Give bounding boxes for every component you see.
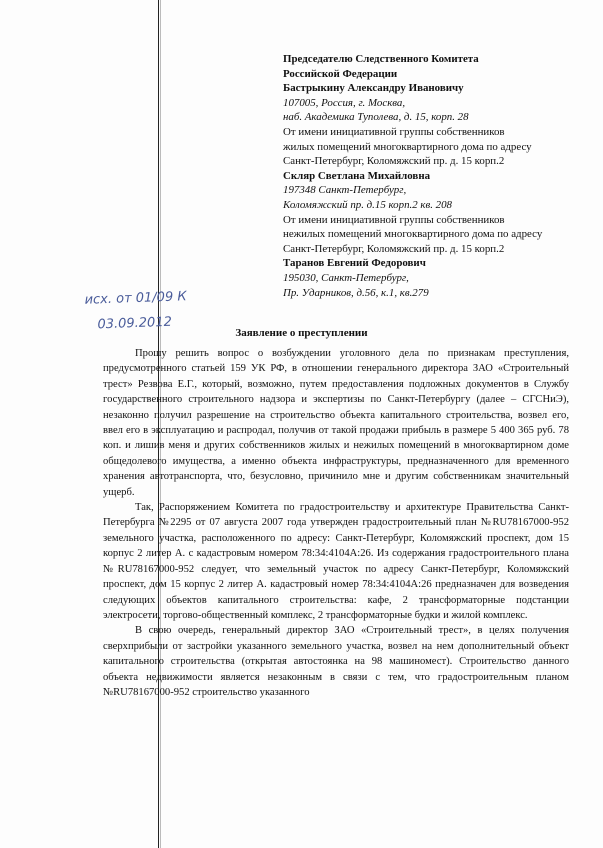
sender2-line: нежилых помещений многоквартирного дома по адресу <box>283 228 543 241</box>
sender1-name: Скляр Светлана Михайловна <box>283 169 431 182</box>
sender1-line: Санкт-Петербург, Коломяжский пр. д. 15 корп.2 <box>283 155 505 168</box>
body-paragraph: Так, Распоряжением Комитета по градостроительству и архитектуре Правительства Санкт-Петербурга №2295 от 07 августа 2007 года утвержден градостроительный план №RU78167000-952 земельного участка, расположенного по адресу: Санкт-Петербург, Коломяжский проспект, дом 15 корпус 2 литер А. с кадастровым номером 78:34:4104А:26. Из содержания градостроительного плана №RU78167000-952 следует, что земельный участок по адресу Санкт-Петербург, Коломяжский проспект, дом 15 корпус 2 литер А. кадастровый номер 78:34:4104А:26 предназначен для возведения следующих объектов капитального строительства: кафе, 2 трансформаторные подстанции электросети, торгово-общественный комплекс, 2 трансформаторные будки и жилой комплекс. <box>103 502 569 621</box>
sender2-address: 195030, Санкт-Петербург, <box>283 271 409 284</box>
handwritten-ref: исх. от 01/09 К <box>84 289 187 308</box>
sender1-line: От имени инициативной группы собственников <box>283 125 505 138</box>
address-block <box>283 52 588 300</box>
handwritten-date: 03.09.2012 <box>97 314 173 333</box>
sender2-address: Пр. Ударников, д.56, к.1, кв.279 <box>283 286 429 299</box>
body-paragraph: В свою очередь, генеральный директор ЗАО «Строительный трест», в целях получения сверхприбыли от застройки указанного земельного участка, возвел на нем дополнительный объект капитального строительства (открытая автостоянка на 98 машиномест). Строительство данного объекта недвижимости является незаконным в связи с тем, что градостроительным планом №RU78167000-952 строительство указанного <box>103 625 569 698</box>
sender1-line: жилых помещений многоквартирного дома по адресу <box>283 140 532 153</box>
addressee-line: Российской Федерации <box>283 67 398 80</box>
addressee-line: Председателю Следственного Комитета <box>283 53 479 65</box>
sender1-address: 197348 Санкт-Петербург, <box>283 184 407 197</box>
body-paragraph: Прошу решить вопрос о возбуждении уголовного дела по признакам преступления, предусмотренного статьей 159 УК РФ, в отношении генерального директора ЗАО «Строительный трест» Резвова Е.Г., который, возможно, путем предоставления подложных документов в Службу государственного строительного надзора и экспертизы по Санкт-Петербургу (далее – СГСНиЭ), незаконно получил разрешение на строительство объекта капитального строительства, возвел его, ввел его в эксплуатацию и распродал, получив от такой продажи прибыль в размере 5 400 365 руб. 78 коп. и лишив меня и других собственников жилых и нежилых помещений в многоквартирном доме общедолевого имущества, а именно объекта инфраструктуры, предназначенного для временного хранения автотранспорта, что, безусловно, причинило мне и другим собственникам значительный ущерб. <box>103 348 569 498</box>
document-body <box>103 346 569 700</box>
addressee-address: наб. Академика Туполева, д. 15, корп. 28 <box>283 111 469 124</box>
sender2-line: От имени инициативной группы собственников <box>283 213 505 226</box>
addressee-address: 107005, Россия, г. Москва, <box>283 96 406 109</box>
document-title: Заявление о преступлении <box>235 327 368 339</box>
sender1-address: Коломяжский пр. д.15 корп.2 кв. 208 <box>283 198 453 211</box>
sender2-line: Санкт-Петербург, Коломяжский пр. д. 15 корп.2 <box>283 242 505 255</box>
addressee-name: Бастрыкину Александру Ивановичу <box>283 82 464 95</box>
sender2-name: Таранов Евгений Федорович <box>283 257 426 270</box>
